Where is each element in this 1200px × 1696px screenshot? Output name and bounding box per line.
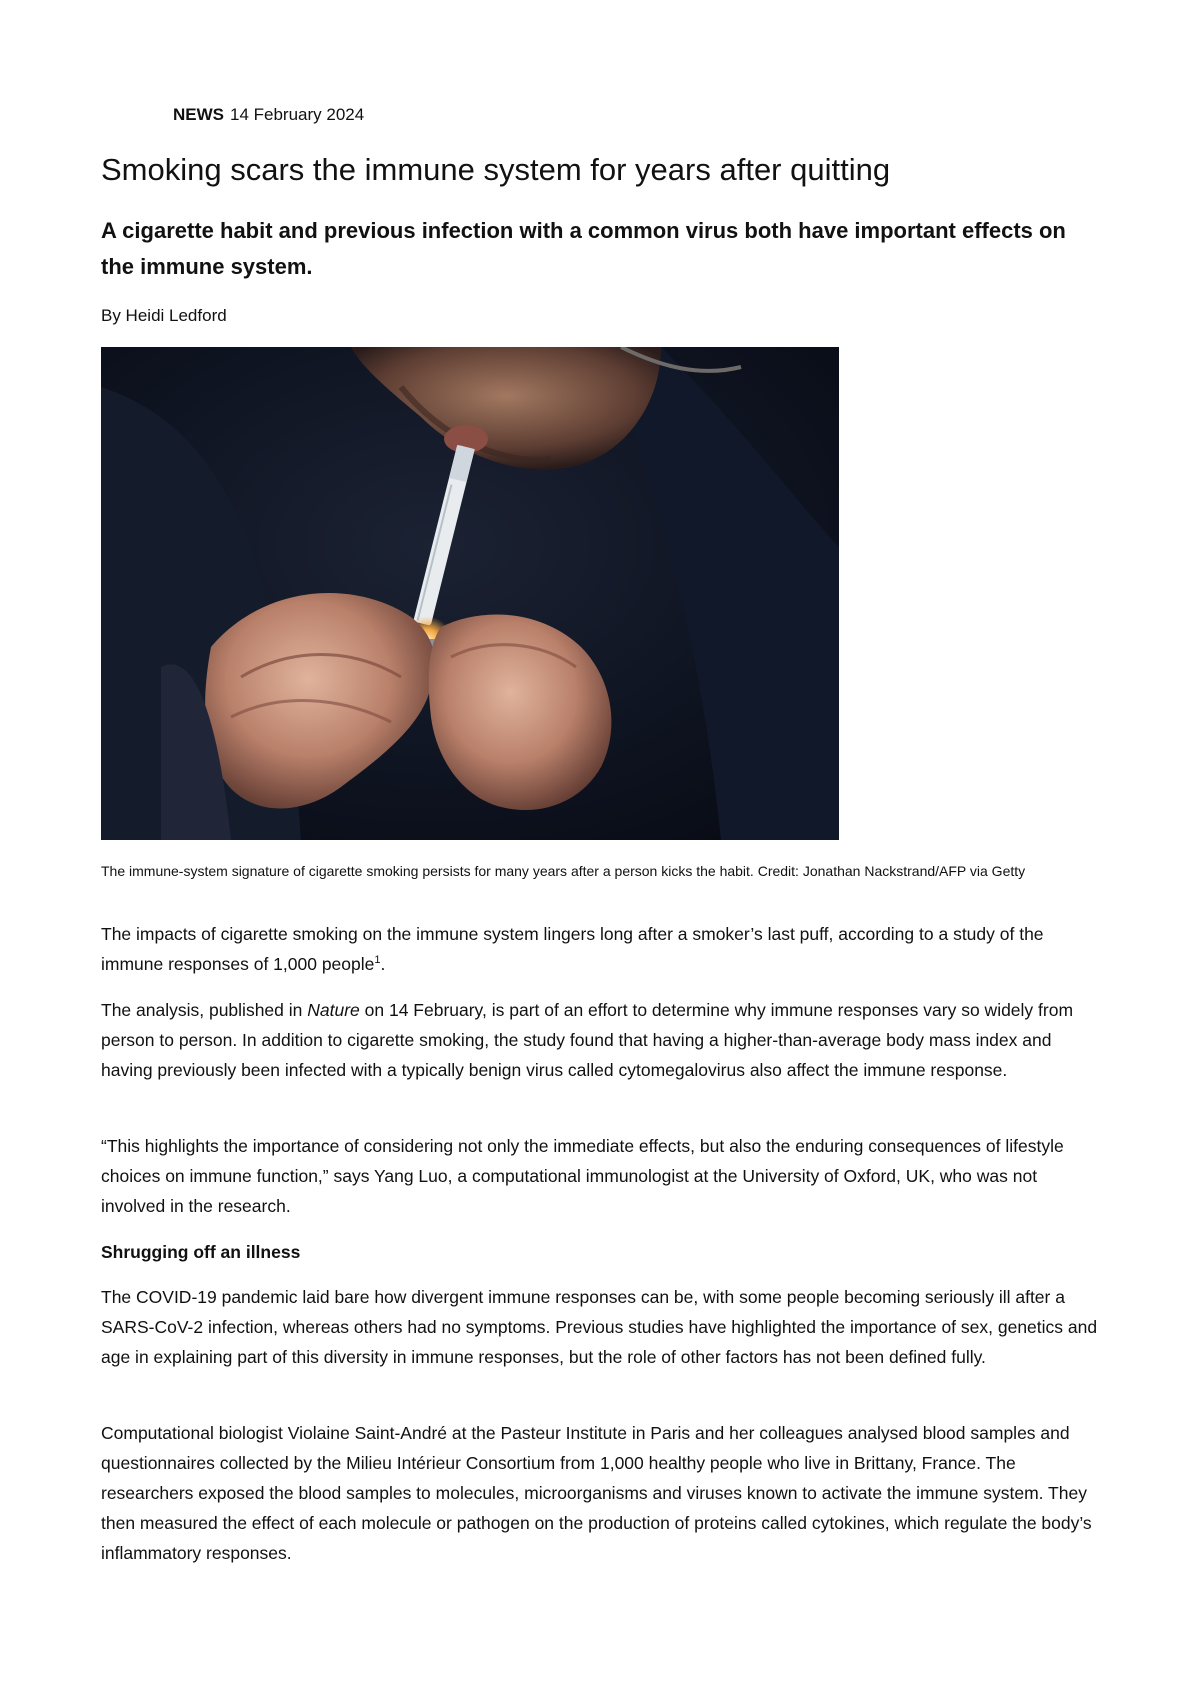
paragraph-5: Computational biologist Violaine Saint-André at the Pasteur Institute in Paris and her colleagues analysed blood samples and questionnaires collected by the Milieu Intérieur Consortium from 1,000 healthy people who live in Brittany, France. The researchers exposed the blood samples to molecules, microorganisms and viruses known to activate the immune system. They then measured the effect of each molecule or pathogen on the production of proteins called cytokines, which regulate the body’s inflammatory responses. bbox=[101, 1423, 1092, 1563]
paragraph-1-text: The impacts of cigarette smoking on the immune system lingers long after a smoker’s last puff, according to a study of the immune responses of 1,000 people bbox=[101, 924, 1044, 974]
article-kicker bbox=[173, 104, 364, 126]
article-standfirst: A cigarette habit and previous infection with a common virus both have important effects on the immune system. bbox=[101, 218, 1066, 279]
journal-name: Nature bbox=[307, 1000, 360, 1020]
photo-caption: The immune-system signature of cigarette smoking persists for many years after a person kicks the habit. Credit: Jonathan Nackstrand/AFP via Getty bbox=[101, 863, 1026, 879]
article-photo bbox=[101, 347, 839, 840]
section-subhead: Shrugging off an illness bbox=[101, 1242, 301, 1262]
paragraph-2-after: on 14 February, is part of an effort to determine why immune responses vary so widely from person to person. In addition to cigarette smoking, the study found that having a higher-than-average body mass index and having previously been infected with a typically benign virus called cytomegalovirus also affect the immune response. bbox=[101, 1000, 1074, 1080]
paragraph-2-before: The analysis, published in bbox=[101, 1000, 308, 1020]
paragraph-3: “This highlights the importance of considering not only the immediate effects, but also the enduring consequences of lifestyle choices on immune function,” says Yang Luo, a computational immunologist at the University of Oxford, UK, who was not involved in the research. bbox=[101, 1136, 1064, 1216]
smoker-photo-illustration bbox=[101, 347, 839, 840]
article-headline: Smoking scars the immune system for years after quitting bbox=[101, 152, 891, 187]
paragraph-1-end: . bbox=[380, 954, 386, 974]
section-tag[interactable]: NEWS bbox=[173, 105, 224, 124]
paragraph-1 bbox=[101, 919, 1101, 979]
paragraph-4: The COVID-19 pandemic laid bare how divergent immune responses can be, with some people becoming seriously ill after a SARS-CoV-2 infection, whereas others had no symptoms. Previous studies have highlighted the importance of sex, genetics and age in explaining part of this diversity in immune responses, but the role of other factors has not been defined fully. bbox=[101, 1287, 1098, 1367]
publish-date: 14 February 2024 bbox=[230, 105, 365, 124]
reference-link[interactable]: 1 bbox=[374, 954, 381, 967]
article-byline: By Heidi Ledford bbox=[101, 306, 227, 325]
paragraph-2 bbox=[101, 995, 1101, 1085]
